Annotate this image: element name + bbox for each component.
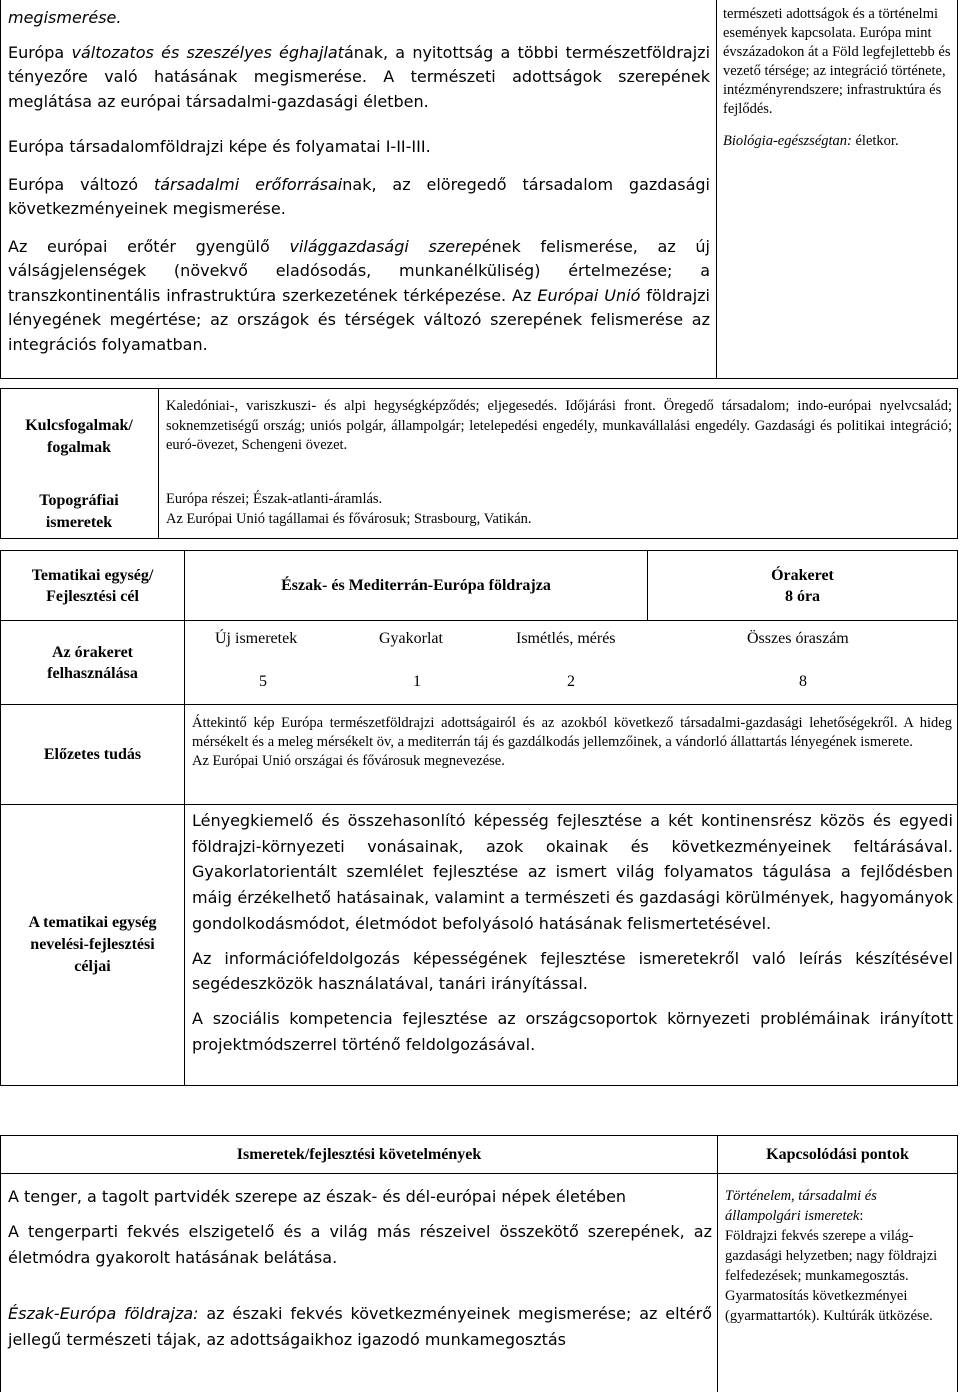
hours-headers-row [185, 630, 957, 650]
hours-usage-label [1, 621, 184, 704]
key-concepts-label [1, 415, 157, 459]
paragraph-social-resources: Európa változó társadalmi erőforrásainak, az elöregedő társadalom gazdasági következményeinek megismerése. [8, 174, 710, 218]
hours-value-total: 8 [799, 673, 807, 690]
hours-header-practice: Gyakorlat [379, 630, 443, 647]
section-1-right-text [723, 5, 953, 151]
unit-title: Észak- és Mediterrán-Európa földrajza [281, 576, 551, 594]
hours-value-practice: 1 [413, 673, 421, 690]
hour-frame [648, 551, 957, 620]
connections-content [725, 1186, 953, 1326]
prior-knowledge-text: Áttekintő kép Európa természetföldrajzi adottságairól és az azokból következő társadalmi-gazdasági lehetőségekről. A hideg mérsékelt és a meleg mérsékelt öv, a mediterrán táj és gazdálkodás jellemzőinek, a vándorló állattartás lényegének ismerete. [192, 715, 952, 750]
prior-knowledge-text2: Az Európai Unió országai és fővárosuk megnevezése. [192, 753, 505, 769]
goals-paragraph-2: Az információfeldolgozás képességének fejlesztése ismeretekről való leírás készítésével segédeszközök használatával, tanári irányítással. [192, 948, 953, 994]
hours-value-review: 2 [567, 673, 575, 690]
connections-subject: Történelem, társadalmi és állampolgári ismeretek: [725, 1188, 877, 1224]
hours-usage-label-line2: felhasználása [47, 664, 138, 682]
thematic-unit-label-line2: Fejlesztési cél [46, 587, 139, 605]
topography-label [1, 490, 157, 534]
hours-value-new: 5 [259, 673, 267, 690]
requirements-header: Ismeretek/fejlesztési követelmények [236, 1145, 482, 1163]
requirement-coastal-position: A tengerparti fekvés elszigetelő és a világ más részeivel összekötő szerepének, az életmódra gyakorolt hatásának belátása. [8, 1222, 712, 1267]
hours-values-row [185, 673, 957, 693]
requirement-northern-europe: Észak-Európa földrajza: az északi fekvés következményeinek megismerése; az eltérő jellegű természeti tájak, az adottságaikhoz igazodó munkamegosztás [8, 1304, 713, 1349]
goals-label-line1: A tematikai egység [28, 914, 157, 931]
key-concepts-label-line1: Kulcsfogalmak/ [25, 417, 133, 434]
biology-connection: Biológia-egészségtan: életkor. [723, 133, 899, 149]
thematic-unit-label-line1: Tematikai egység/ [31, 566, 154, 584]
goals-label [1, 805, 184, 1085]
paragraph-world-economy: Az európai erőtér gyengülő világgazdasági szerepének felismerése, az új válságjelenségek (növekvő eladósodás, munkanélküliség) értelmezése; a transzkontinentális infrastruktúra szerkezetének térképezése. Az Európai Unió földrajzi lényegének megértése; az országok és térségek változó szerepének felismerése az integrációs folyamatban. [8, 236, 710, 354]
section-1-left-text [8, 6, 710, 357]
paragraph-intro-end: megismerése. [8, 8, 122, 27]
prior-knowledge-content [192, 714, 952, 771]
connections-header: Kapcsolódási pontok [766, 1145, 909, 1163]
topography-content-line1: Európa részei; Észak-atlanti-áramlás. [166, 491, 383, 507]
hour-frame-value: 8 óra [784, 587, 821, 605]
hours-header-new: Új ismeretek [215, 630, 298, 647]
paragraph-climate: Európa változatos és szeszélyes éghajlatának, a nyitottság a többi természetföldrajzi tényezőre való hatásának megismerése. A természeti adottságok szerepének meglátása az európai társadalmi-gazdasági életben. [8, 42, 711, 111]
key-concepts-label-line2: fogalmak [47, 439, 111, 456]
goals-paragraph-1: Lényegkiemelő és összehasonlító képesség fejlesztése a két kontinensrész közös és egyedi földrajzi-környezeti vonásainak, azok okainak és következményeinek feltárásával. Gyakorlatorientált szemlélet fejlesztése az ismert világ folyamatos tágulása a fejlődésben máig érzékelhető hatásainak, valamint a természeti és gazdasági körülmények, hagyományok gondolkodásmódot, életmódot befolyásoló hatásának felismertetésével. [192, 811, 953, 933]
history-connection-text: természeti adottságok és a történelmi események kapcsolata. Európa mint évszázadokon át a Föld legfejlettebb és vezető térsége; az integráció története, intézményrendszere; infrastruktúra és fejlődés. [723, 6, 951, 117]
hour-frame-label: Órakeret [771, 566, 834, 584]
topography-content [166, 490, 952, 529]
requirement-sea-role: A tenger, a tagolt partvidék szerepe az észak- és dél-európai népek életében [8, 1187, 627, 1206]
key-concepts-content: Kaledóniai-, variszkuszi- és alpi hegységképződés; eljegesedés. Időjárási front. Öregedő társadalom; indo-európai nyelvcsalád; soknemzetiségű ország; uniós polgár, állampolgár; letelepedési engedély, munkavállalási engedély. Gazdasági és politikai integráció; euró-övezet, Schengeni övezet. [166, 398, 952, 453]
prior-knowledge-label: Előzetes tudás [43, 745, 142, 763]
connections-text: Földrajzi fekvés szerepe a világ-gazdasági helyzetben; nagy földrajzi felfedezések; munkamegosztás. Gyarmatosítás következményei (gyarmattartók). Kultúrák ütközése. [725, 1228, 938, 1324]
goals-content [192, 808, 953, 1057]
goals-label-line3: céljai [74, 958, 111, 975]
requirements-content [8, 1184, 712, 1353]
topography-label-line2: ismeretek [45, 514, 113, 531]
topography-content-line2: Az Európai Unió tagállamai és fővárosuk; Strasbourg, Vatikán. [166, 510, 532, 527]
hours-header-total: Összes óraszám [747, 630, 849, 647]
hours-usage-label-line1: Az órakeret [52, 643, 133, 661]
hours-header-review: Ismétlés, mérés [516, 630, 616, 647]
paragraph-social-geography: Európa társadalomföldrajzi képe és folyamatai I-II-III. [8, 137, 431, 156]
goals-label-line2: nevelési-fejlesztési [30, 936, 155, 953]
goals-paragraph-3: A szociális kompetencia fejlesztése az országcsoportok környezeti problémáinak irányított projektmódszerrel történő feldolgozásával. [192, 1008, 953, 1054]
thematic-unit-label [1, 551, 184, 620]
topography-label-line1: Topográfiai [39, 492, 119, 509]
